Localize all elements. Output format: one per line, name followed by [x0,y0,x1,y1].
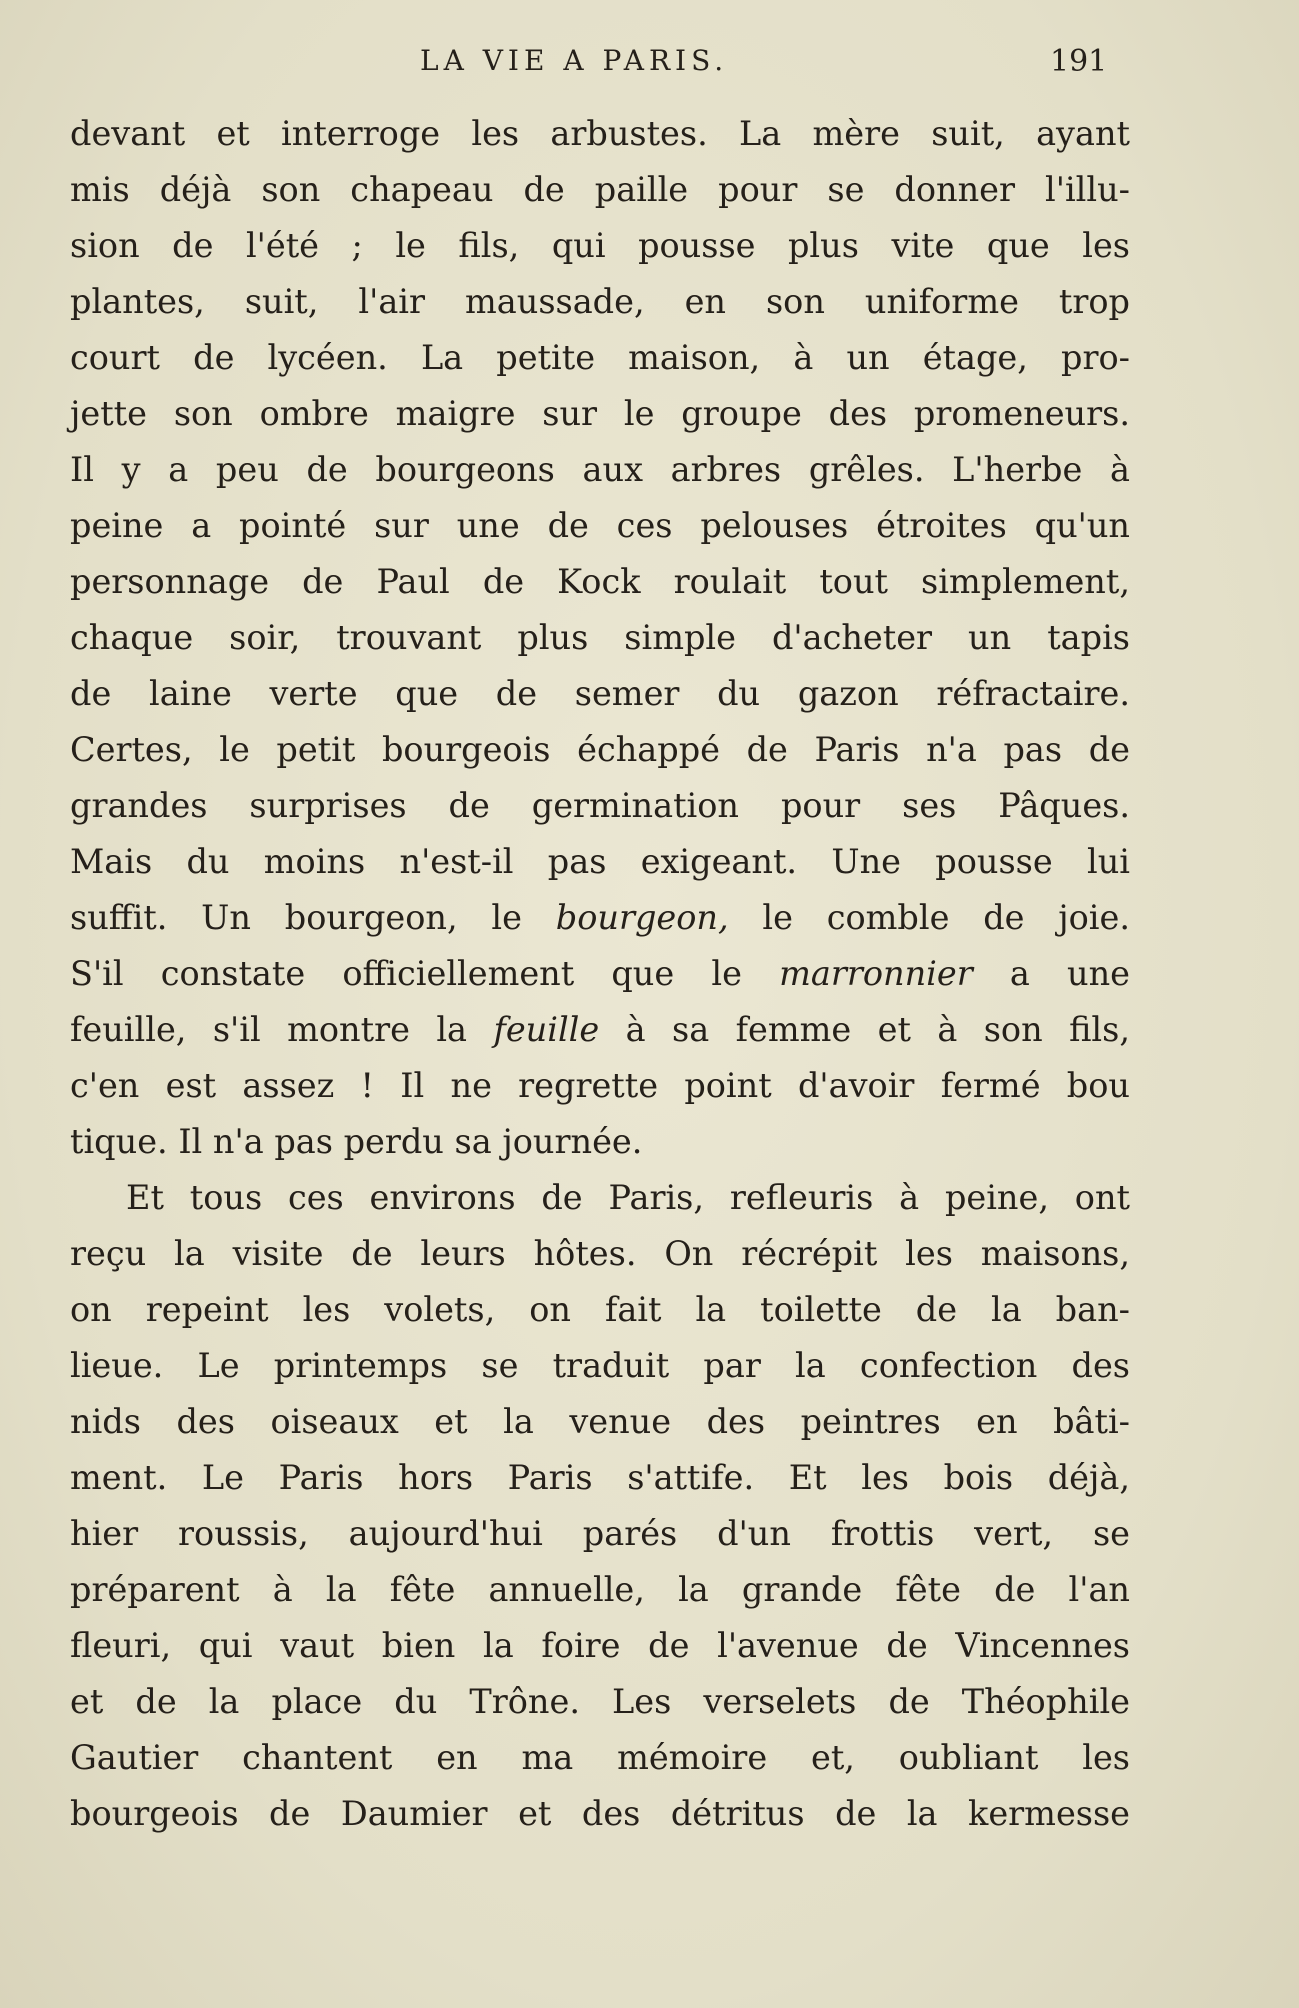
text-line: ment. Le Paris hors Paris s'attife. Et les bois déjà, [70,1458,1130,1497]
text-line: c'en est assez ! Il ne regrette point d'avoir fermé bou [70,1066,1130,1105]
text-line: Mais du moins n'est-il pas exigeant. Une pousse lui [70,842,1130,881]
text-line: et de la place du Trône. Les verselets de Théophile [70,1682,1130,1721]
text-line: jette son ombre maigre sur le groupe des promeneurs. [70,394,1130,433]
text-segment: S'il constate officiellement que le [70,954,780,993]
text-segment: a une [972,954,1130,993]
text-segment: à sa femme et à son fils, [599,1010,1130,1049]
italic-word: feuille [493,1010,600,1049]
text-line: grandes surprises de germination pour ses Pâques. [70,786,1130,825]
running-head: LA VIE A PARIS. [420,44,729,77]
text-line: préparent à la fête annuelle, la grande fête de l'an [70,1570,1130,1609]
text-line: Il y a peu de bourgeons aux arbres grêles. L'herbe à [70,450,1130,489]
text-line: personnage de Paul de Kock roulait tout simplement, [70,562,1130,601]
text-line: peine a pointé sur une de ces pelouses étroites qu'un [70,506,1130,545]
text-line-italic [70,946,1130,1002]
text-line: plantes, suit, l'air maussade, en son uniforme trop [70,282,1130,321]
text-line: nids des oiseaux et la venue des peintres en bâti- [70,1402,1130,1441]
text-line: fleuri, qui vaut bien la foire de l'avenue de Vincennes [70,1626,1130,1665]
text-line: de laine verte que de semer du gazon réfractaire. [70,674,1130,713]
text-line-italic [70,890,1130,946]
text-line: reçu la visite de leurs hôtes. On récrépit les maisons, [70,1234,1130,1273]
italic-word: marronnier [779,954,973,993]
text-segment: le comble de joie. [728,898,1130,937]
text-line: hier roussis, aujourd'hui parés d'un frottis vert, se [70,1514,1130,1553]
text-segment: suffit. Un bourgeon, le [70,898,556,937]
page-number: 191 [1050,44,1108,79]
text-line: Gautier chantent en ma mémoire et, oubliant les [70,1738,1130,1777]
text-line-italic [70,1002,1130,1058]
text-line: Certes, le petit bourgeois échappé de Paris n'a pas de [70,730,1130,769]
text-line: lieue. Le printemps se traduit par la confection des [70,1346,1130,1385]
text-line: mis déjà son chapeau de paille pour se donner l'illu- [70,170,1130,209]
text-line: devant et interroge les arbustes. La mère suit, ayant [70,114,1130,153]
page-header [0,44,1299,80]
text-line: bourgeois de Daumier et des détritus de la kermesse [70,1794,1130,1833]
italic-word: bourgeon, [555,898,729,937]
text-line: chaque soir, trouvant plus simple d'acheter un tapis [70,618,1130,657]
text-line: sion de l'été ; le fils, qui pousse plus vite que les [70,226,1130,265]
text-line: tique. Il n'a pas perdu sa journée. [70,1122,643,1161]
text-line: on repeint les volets, on fait la toilette de la ban- [70,1290,1130,1329]
text-line: court de lycéen. La petite maison, à un étage, pro- [70,338,1130,377]
body-text [70,106,1130,1842]
text-segment: feuille, s'il montre la [70,1010,494,1049]
text-line: Et tous ces environs de Paris, refleuris à peine, ont [126,1178,1130,1217]
